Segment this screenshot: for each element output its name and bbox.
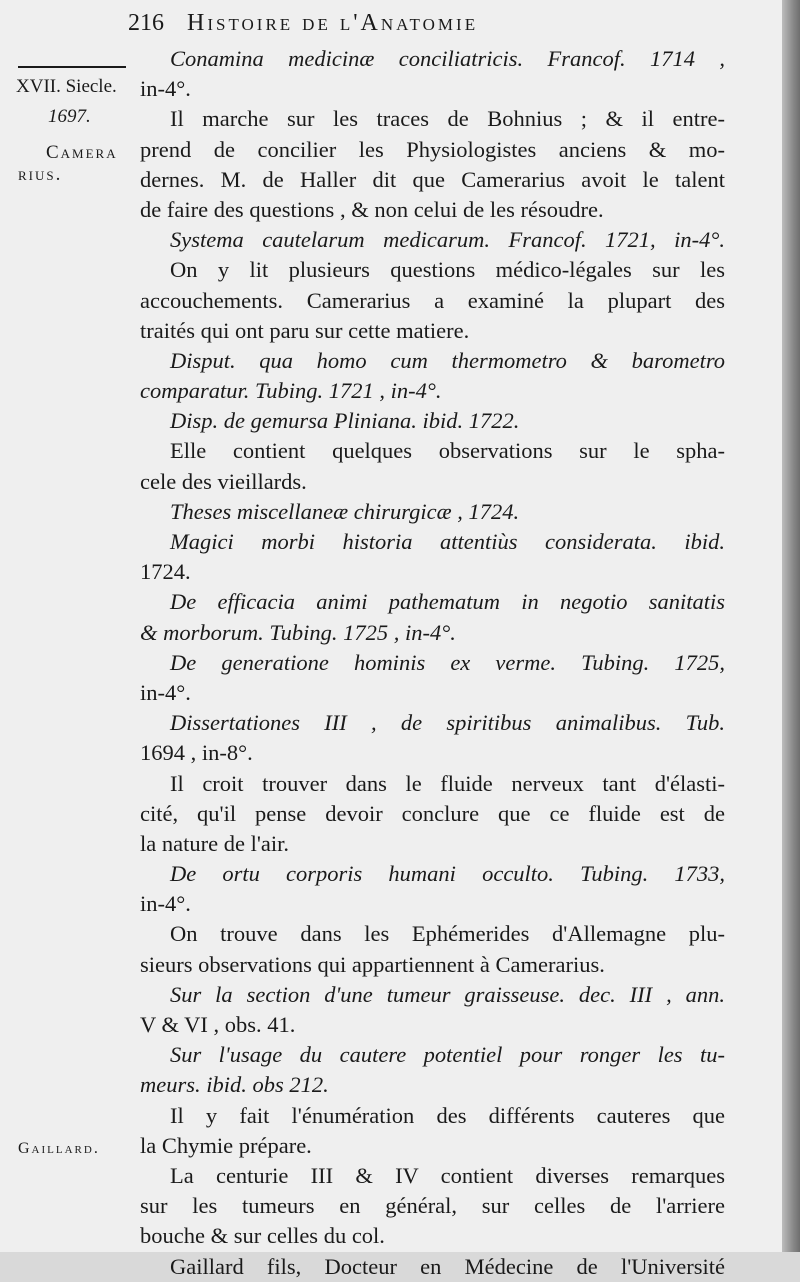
text-line: 1724.	[140, 559, 191, 585]
margin-rule	[18, 66, 126, 68]
text-line: in-4°.	[140, 679, 191, 705]
running-title: Histoire de l'Anatomie	[187, 10, 479, 36]
text-line: prend de concilier les Physiologistes anciens & mo-	[140, 136, 725, 162]
margin-year: 1697.	[48, 106, 91, 127]
text-line: traités qui ont paru sur cette matiere.	[140, 317, 470, 343]
text-line: Il y fait l'énumération des différents cauteres que	[170, 1102, 725, 1128]
margin-author-2: rius.	[18, 164, 63, 185]
text-line: sieurs observations qui appartiennent à Camerarius.	[140, 951, 605, 977]
text-line: cele des vieillards.	[140, 468, 307, 494]
text-line: meurs. ibid. obs 212.	[140, 1072, 329, 1098]
text-line: 1694 , in-8°.	[140, 740, 253, 766]
text-line: sur les tumeurs en général, sur celles de l'arriere	[140, 1193, 725, 1219]
text-line: & morborum. Tubing. 1725 , in-4°.	[140, 619, 456, 645]
text-line: Gaillard fils, Docteur en Médecine de l'Université	[170, 1253, 725, 1279]
text-line: De efficacia animi pathematum in negotio sanitatis	[170, 589, 725, 615]
text-line: cité, qu'il pense devoir conclure que ce fluide est de	[140, 800, 725, 826]
text-line: Disp. de gemursa Pliniana. ibid. 1722.	[170, 408, 520, 434]
text-line: Systema cautelarum medicarum. Francof. 1721, in-4°.	[170, 227, 725, 253]
text-line: in-4°.	[140, 76, 191, 102]
text-line: comparatur. Tubing. 1721 , in-4°.	[140, 378, 442, 404]
text-line: Theses miscellaneæ chirurgicæ , 1724.	[170, 498, 520, 524]
text-line: Disput. qua homo cum thermometro & barometro	[170, 347, 725, 373]
text-line: in-4°.	[140, 891, 191, 917]
body-text	[140, 44, 725, 1282]
text-line: la nature de l'air.	[140, 830, 289, 856]
margin-author-1: Camera	[46, 142, 118, 163]
text-line: La centurie III & IV contient diverses remarques	[170, 1162, 725, 1188]
text-line: V & VI , obs. 41.	[140, 1012, 296, 1037]
text-line: Il croit trouver dans le fluide nerveux tant d'élasti-	[170, 770, 725, 796]
text-line: Dissertationes III , de spiritibus animalibus. Tub.	[170, 710, 725, 736]
text-line: Magici morbi historia attentiùs considerata. ibid.	[170, 529, 725, 554]
text-line: Conamina medicinæ conciliatricis. Francof. 1714 ,	[170, 46, 725, 71]
text-line: dernes. M. de Haller dit que Camerarius avoit le talent	[140, 166, 725, 192]
text-line: Elle contient quelques observations sur le spha-	[170, 438, 725, 464]
text-line: Il marche sur les traces de Bohnius ; & il entre-	[170, 106, 725, 132]
text-line: De generatione hominis ex verme. Tubing. 1725,	[170, 649, 725, 675]
text-line: accouchements. Camerarius a examiné la plupart des	[140, 287, 725, 313]
margin-gaillard: Gaillard.	[18, 1140, 100, 1157]
text-line: Sur l'usage du cautere potentiel pour ronger les tu-	[170, 1042, 725, 1068]
text-line: de faire des questions , & non celui de les résoudre.	[140, 196, 604, 222]
text-line: bouche & sur celles du col.	[140, 1223, 385, 1249]
text-line: Sur la section d'une tumeur graisseuse. dec. III , ann.	[170, 981, 725, 1007]
text-line: De ortu corporis humani occulto. Tubing. 1733,	[170, 861, 725, 887]
running-header	[128, 10, 728, 37]
text-line: On trouve dans les Ephémerides d'Allemagne plu-	[170, 921, 725, 947]
margin-century: XVII. Siecle.	[16, 76, 117, 97]
text-line: la Chymie prépare.	[140, 1132, 312, 1158]
text-line: On y lit plusieurs questions médico-légales sur les	[170, 257, 725, 283]
book-gutter	[782, 0, 800, 1252]
page-number: 216	[128, 10, 164, 36]
